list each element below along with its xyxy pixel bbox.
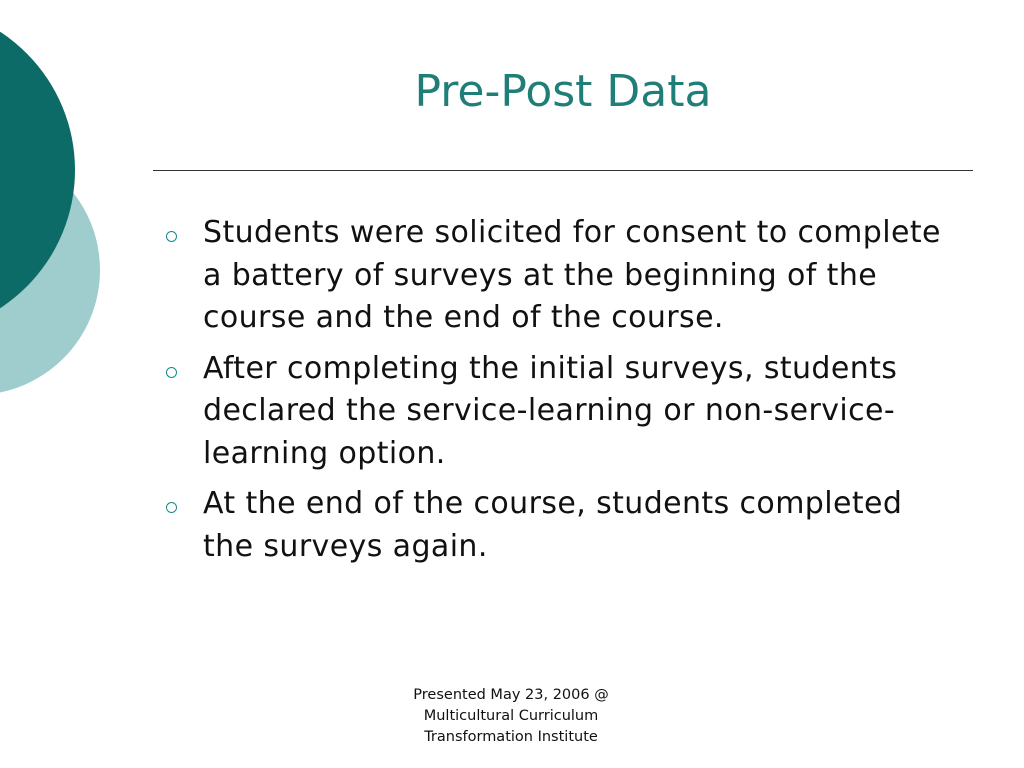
hollow-circle-bullet-icon	[166, 367, 177, 378]
bullet-item	[160, 483, 960, 568]
bullet-item	[160, 212, 960, 340]
footer-line: Multicultural Curriculum	[423, 708, 599, 724]
hollow-circle-bullet-icon	[166, 502, 177, 513]
bullet-text: After completing the initial surveys, students declared the service-learning or non-service-learning option.	[203, 350, 898, 471]
slide-title: Pre-Post Data	[414, 66, 712, 117]
bullet-list	[160, 212, 960, 576]
bullet-text: Students were solicited for consent to complete a battery of surveys at the beginning of the course and the end of the course.	[203, 215, 941, 335]
slide-footer	[361, 685, 661, 748]
footer-line: Transformation Institute	[424, 729, 598, 745]
bullet-text: At the end of the course, students completed the surveys again.	[203, 486, 903, 564]
footer-line: Presented May 23, 2006 @	[413, 687, 609, 703]
bullet-item	[160, 348, 960, 476]
hollow-circle-bullet-icon	[166, 231, 177, 242]
title-divider	[153, 170, 973, 171]
